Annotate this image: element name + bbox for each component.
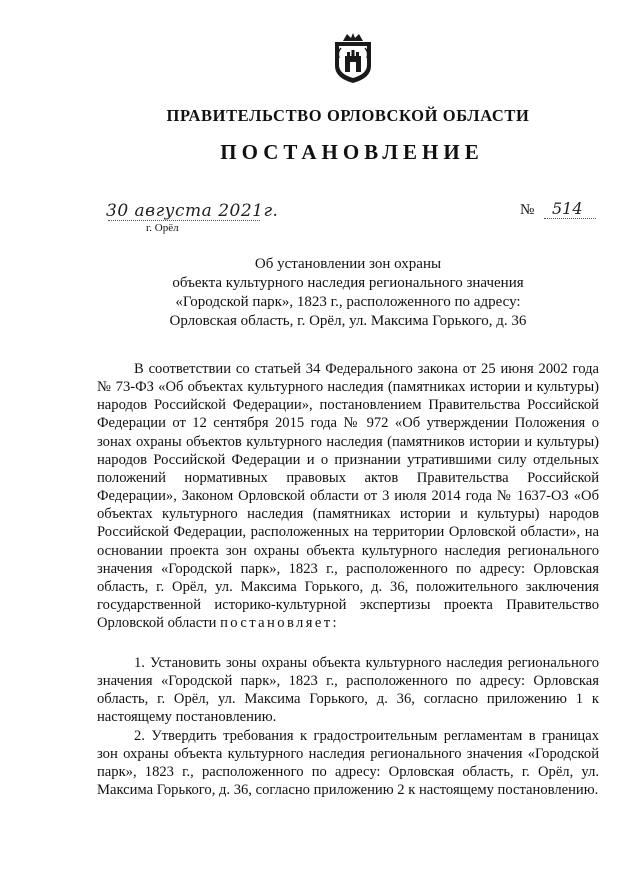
decree-number: 514	[552, 199, 583, 218]
date-underline	[108, 220, 260, 221]
decree-item: 1. Установить зоны охраны объекта культурного наследия регионального значения «Городской парк», 1823 г., расположенного по адресу: Орловская область, г. Орёл, ул. Максима Горького, д. 36, согласно приложению 1 к настоящему постановлению.	[97, 655, 599, 726]
number-label: №	[520, 202, 535, 218]
title-line: Орловская область, г. Орёл, ул. Максима Горького, д. 36	[169, 313, 527, 329]
decree-items	[97, 654, 599, 799]
title-line: Об установлении зон охраны	[254, 256, 442, 272]
preamble-section	[97, 360, 599, 632]
decree-date: 30 августа 2021г.	[106, 201, 279, 221]
document-type-heading: ПОСТАНОВЛЕНИЕ	[220, 140, 484, 164]
title-line: объекта культурного наследия регионального значения	[172, 275, 524, 291]
preamble-text: В соответствии со статьей 34 Федерального закона от 25 июня 2002 года № 73-ФЗ «Об объектах культурного наследия (памятниках истории и культуры) народов Российской Федерации», постановлением Правительства Российской Федерации от 12 сентября 2015 года № 972 «Об утверждении Положения о зонах охраны объектов культурного наследия (памятников истории и культуры) народов Российской Федерации и о признании утратившими силу отдельных положений нормативных правовых актов Правительства Российской Федерации», Законом Орловской области от 3 июля 2014 года № 1637-ОЗ «Об объектах культурного наследия (памятниках истории и культуры) народов Российской Федерации, расположенных на территории Орловской области», на основании проекта зон охраны объекта культурного наследия регионального значения «Городской парк», 1823 г., расположенного по адресу: Орловская область, г. Орёл, ул. Максима Горького, д. 36, положительного заключения государственной историко-культурной экспертизы проекта Правительство Орловской области	[97, 361, 599, 632]
preamble-paragraph	[97, 360, 599, 632]
title-line: «Городской парк», 1823 г., расположенного по адресу:	[175, 294, 521, 310]
coat-of-arms-icon	[331, 32, 375, 84]
decree-title	[0, 255, 640, 331]
number-underline	[544, 218, 596, 219]
decree-item: 2. Утвердить требования к градостроительным регламентам в границах зон охраны объекта культурного наследия регионального значения «Городской парк», 1823 г., расположенного по адресу: Орловская область, г. Орёл, ул. Максима Горького, д. 36, согласно приложению 2 к настоящему постановлению.	[97, 727, 599, 799]
preamble-end: :	[332, 615, 337, 632]
government-heading: ПРАВИТЕЛЬСТВО ОРЛОВСКОЙ ОБЛАСТИ	[166, 106, 530, 125]
city-label: г. Орёл	[146, 222, 179, 234]
decree-word: постановляет	[220, 615, 333, 632]
